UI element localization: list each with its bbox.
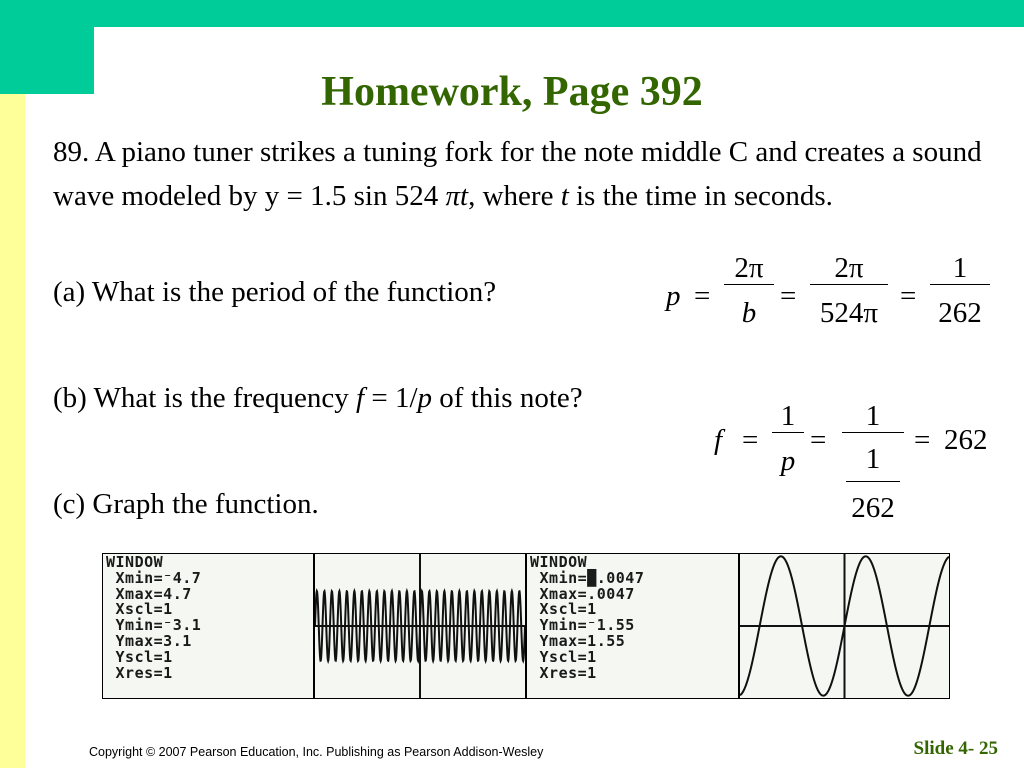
problem-text-1: 89. A piano tuner strikes a tuning fork for the note middle C and creates a sound wave modeled by y = 1.5 sin 524 (53, 136, 982, 212)
graph-screen-1 (315, 554, 527, 698)
window-settings-2 (527, 554, 740, 698)
fraction-denominator: 524π (810, 284, 888, 329)
top-accent-bar (0, 0, 1024, 27)
fraction-denominator: b (724, 284, 774, 329)
period-equation (664, 252, 1004, 342)
fraction-denominator: 262 (930, 284, 990, 329)
graph-sine-zoomed (740, 554, 949, 698)
window-settings-1 (103, 554, 315, 698)
fraction-numerator: 2π (834, 252, 864, 284)
problem-text-3: is the time in seconds. (568, 180, 833, 212)
frequency-result: 262 (944, 424, 988, 456)
compound-fraction (842, 400, 904, 524)
calculator-screenshots (102, 553, 950, 699)
outer-denominator (842, 432, 904, 524)
slide-number: Slide 4- 25 (913, 738, 998, 759)
equals-sign: = (780, 280, 797, 312)
question-b (53, 380, 583, 416)
fraction-denominator: p (772, 432, 804, 477)
inner-denominator: 262 (846, 481, 900, 524)
fraction-numerator: 1 (952, 252, 968, 284)
window-settings-text: WINDOW Xmin=⁻4.7 Xmax=4.7 Xscl=1 Ymin=⁻3.1 Ymax=3.1 Yscl=1 Xres=1 (106, 554, 202, 682)
fraction-2pi-over-524pi (810, 252, 888, 329)
frequency-lhs: f (714, 424, 723, 456)
outer-numerator: 1 (865, 400, 881, 432)
graph-screen-2 (740, 554, 949, 698)
slide-title: Homework, Page 392 (321, 69, 703, 115)
problem-pi-t: πt (445, 180, 469, 212)
question-c: (c) Graph the function. (53, 488, 319, 520)
equals-sign: = (694, 280, 711, 312)
problem-t-var: t (560, 180, 569, 212)
equals-sign: = (810, 424, 827, 456)
period-lhs: p (666, 280, 681, 312)
question-b-post: of this note? (432, 382, 583, 414)
frequency-equation (710, 400, 1010, 535)
left-accent-bar (0, 94, 25, 768)
problem-statement (53, 130, 1003, 218)
question-b-p: p (417, 382, 433, 414)
equals-sign: = (900, 280, 917, 312)
question-b-mid: = 1/ (364, 382, 418, 414)
equals-sign: = (742, 424, 759, 456)
graph-dense-sine (315, 554, 525, 698)
fraction-numerator: 2π (734, 252, 764, 284)
window-settings-text: WINDOW Xmin=█.0047 Xmax=.0047 Xscl=1 Ymin=⁻1.55 Ymax=1.55 Yscl=1 Xres=1 (530, 554, 645, 682)
question-b-f: f (356, 382, 365, 414)
fraction-1-over-p (772, 400, 804, 477)
inner-numerator: 1 (865, 443, 881, 475)
fraction-2pi-over-b (724, 252, 774, 329)
question-b-text: (b) What is the frequency (53, 382, 357, 414)
fraction-1-over-262 (930, 252, 990, 329)
equals-sign: = (914, 424, 931, 456)
problem-text-2: , where (468, 180, 561, 212)
copyright-notice: Copyright © 2007 Pearson Education, Inc. Publishing as Pearson Addison-Wesley (89, 745, 544, 759)
question-a: (a) What is the period of the function? (53, 276, 497, 308)
fraction-numerator: 1 (780, 400, 796, 432)
